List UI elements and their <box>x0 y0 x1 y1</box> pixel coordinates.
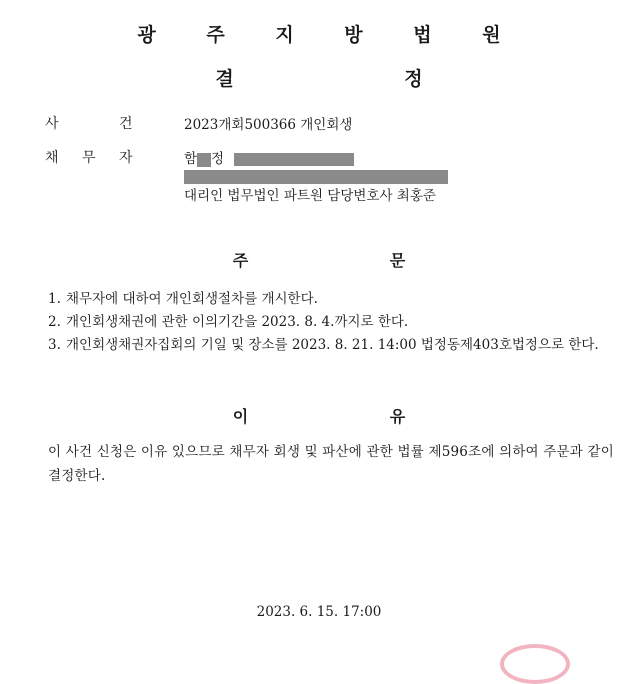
debtor-name-first: 함 <box>184 151 198 167</box>
document-type: 결 정 <box>215 68 505 90</box>
order-list <box>48 288 618 357</box>
list-item: 3. 개인회생채권자집회의 기일 및 장소를 2023. 8. 21. 14:00 법정동제403호법정으로 한다. <box>48 337 599 353</box>
list-item: 2. 개인회생채권에 관한 이의기간을 2023. 8. 4.까지로 한다. <box>48 314 409 330</box>
debtor-address <box>184 168 448 184</box>
debtor-name <box>184 147 354 167</box>
court-seal <box>500 644 570 684</box>
debtor-name-last: 정 <box>211 151 225 167</box>
redaction-bar <box>234 153 354 166</box>
list-item: 1. 채무자에 대하여 개인회생절차를 개시한다. <box>48 291 318 307</box>
debtor-agent: 대리인 법무법인 파트원 담당변호사 최홍준 <box>184 188 436 204</box>
reason-text: 이 사건 신청은 이유 있으므로 채무자 회생 및 파산에 관한 법률 제596조에 의하여 주문과 같이 결정한다. <box>48 444 614 484</box>
case-number: 2023개회500366 개인회생 <box>184 117 353 133</box>
decision-date: 2023. 6. 15. 17:00 <box>256 604 382 620</box>
redaction-bar <box>197 153 211 167</box>
reason-title: 이 유 <box>232 407 474 426</box>
redaction-bar <box>184 170 448 184</box>
court-name: 광 주 지 방 법 원 <box>137 24 523 46</box>
order-title: 주 문 <box>232 251 474 270</box>
